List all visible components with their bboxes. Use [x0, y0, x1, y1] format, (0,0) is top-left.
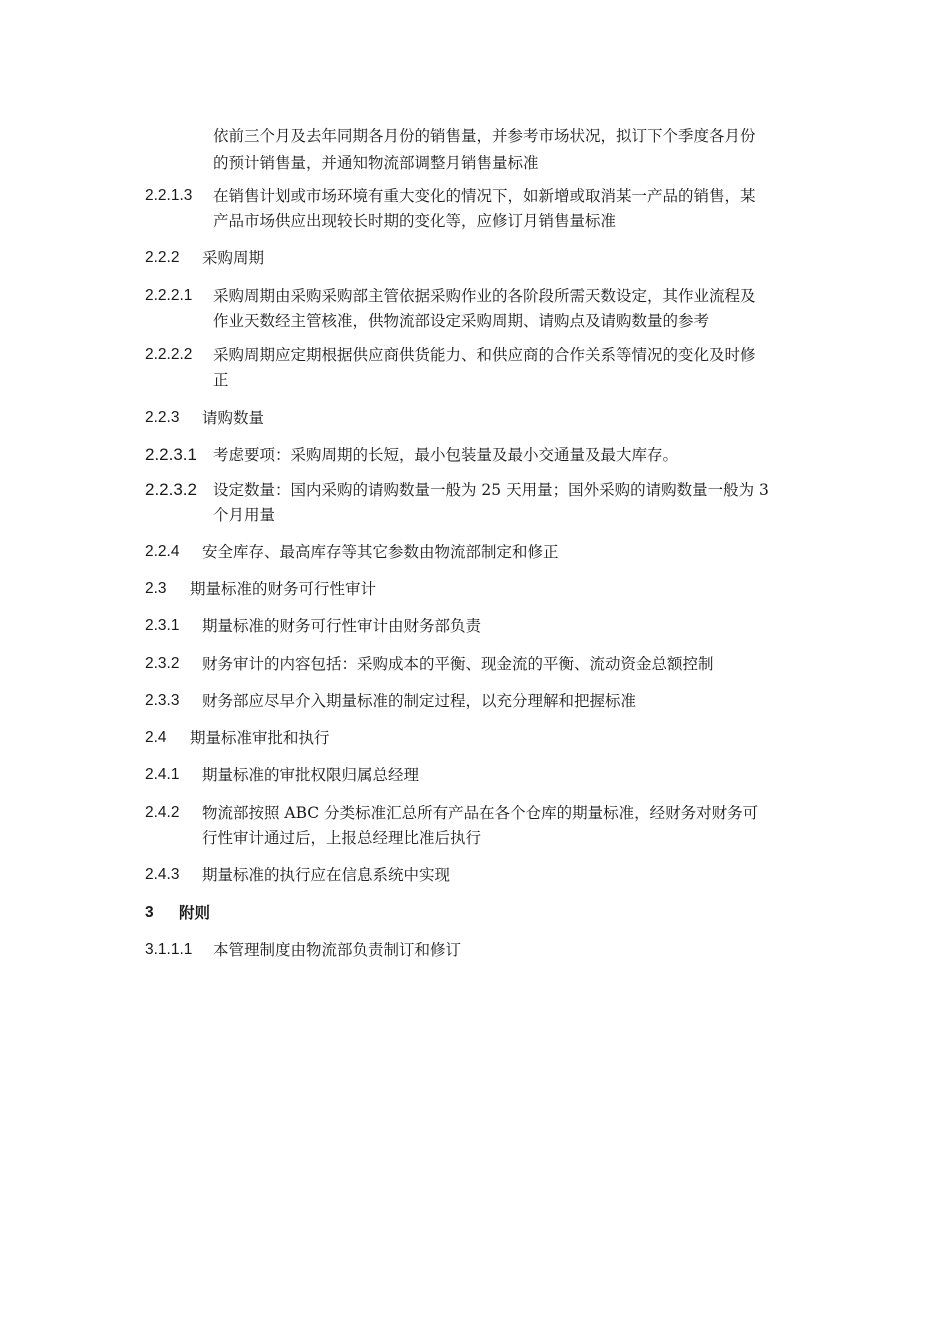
item-text: 采购周期由采购采购部主管依据采购作业的各阶段所需天数设定，其作业流程及	[213, 287, 756, 305]
item-number: 3.1.1.1	[145, 941, 193, 958]
heading-text: 期量标准审批和执行	[190, 729, 330, 747]
item-text: 财务部应尽早介入期量标准的制定过程，以充分理解和把握标准	[202, 692, 637, 710]
item-number: 2.2.4	[145, 543, 180, 560]
item-number: 2.4.3	[145, 866, 180, 883]
item-number: 2.3.2	[145, 655, 180, 672]
heading-text: 请购数量	[202, 409, 265, 427]
heading-text: 附则	[179, 903, 211, 922]
item-text: 设定数量：国内采购的请购数量一般为 25 天用量；国外采购的请购数量一般为 3	[213, 481, 769, 499]
item-text: 期量标准的财务可行性审计由财务部负责	[202, 617, 482, 635]
item-number: 2.3.1	[145, 617, 180, 634]
heading-number: 3	[145, 904, 154, 921]
item-number: 2.3.3	[145, 692, 180, 709]
item-number: 2.2.3.2	[145, 480, 197, 499]
heading-number: 2.2.2	[145, 249, 180, 266]
heading-text: 期量标准的财务可行性审计	[190, 580, 377, 598]
heading-number: 2.4	[145, 729, 167, 746]
heading-number: 2.2.3	[145, 409, 180, 426]
item-number: 2.2.2.1	[145, 287, 193, 304]
item-text: 期量标准的审批权限归属总经理	[202, 766, 420, 784]
item-text: 考虑要项：采购周期的长短，最小包装量及最小交通量及最大库存。	[213, 446, 679, 464]
item-number: 2.2.2.2	[145, 346, 193, 363]
item-text: 在销售计划或市场环境有重大变化的情况下，如新增或取消某一产品的销售，某	[213, 187, 756, 205]
item-number: 2.2.3.1	[145, 445, 197, 464]
item-text: 期量标准的执行应在信息系统中实现	[202, 866, 451, 884]
heading-number: 2.3	[145, 580, 167, 597]
item-text: 财务审计的内容包括：采购成本的平衡、现金流的平衡、流动资金总额控制	[202, 655, 714, 673]
document-page: 依前三个月及去年同期各月份的销售量，并参考市场状况，拟订下个季度各月份 的预计销售量，并通知物流部调整月销售量标准 2.2.1.3 在销售计划或市场环境有重大变化的情况下，如新增或取消某一产品的销售，某 产品市场供应出现较长时期的变化等，应修订月销售量标准 2.2.2 采购周期 2.2.2.1 采购周期由采购采购部主管依据采购作业的各阶段所需天数设定，其作业流程及 作业天数经主管核准，供物流部设定采购周期、请购点及请购数量的参考 2.2.2.2 采购周期应定期根据供应商供货能力、和供应商的合作关系等情况的变化及时修 正 2.2.3 请购数量 2.2.3.1 考虑要项：采购周期的长短，最小包装量及最小交通量及最大库存。 2.2.3.2 设定数量：国内采购的请购数量一般为 25 天用量；国外采购的请购数量一般为 3 个月用量 2.2.4 安全库存、最高库存等其它参数由物流部制定和修正 2.3 期量标准的财务可行性审计 2.3.1 期量标准的财务可行性审计由财务部负责 2.3.2 财务审计的内容包括：采购成本的平衡、现金流的平衡、流动资金总额控制 2.3.3 财务部应尽早介入期量标准的制定过程，以充分理解和把握标准 2.4 期量标准审批和执行 2.4.1 期量标准的审批权限归属总经理 2.4.2 物流部按照 ABC 分类标准汇总所有产品在各个仓库的期量标准，经财务对财务可 行性审计通过后，上报总经理比准后执行 2.4.3 期量标准的执行应在信息系统中实现 3 附则 3.1.1.1 本管理制度由物流部负责制订和修订	[145, 127, 769, 959]
item-text: 安全库存、最高库存等其它参数由物流部制定和修正	[202, 543, 559, 561]
item-number: 2.4.2	[145, 804, 180, 821]
item-text: 物流部按照 ABC 分类标准汇总所有产品在各个仓库的期量标准，经财务对财务可	[202, 804, 759, 822]
item-text: 本管理制度由物流部负责制订和修订	[213, 941, 462, 959]
item-text: 采购周期应定期根据供应商供货能力、和供应商的合作关系等情况的变化及时修	[213, 346, 756, 364]
item-number: 2.2.1.3	[145, 187, 193, 204]
item-number: 2.4.1	[145, 766, 180, 783]
heading-text: 采购周期	[202, 249, 265, 267]
